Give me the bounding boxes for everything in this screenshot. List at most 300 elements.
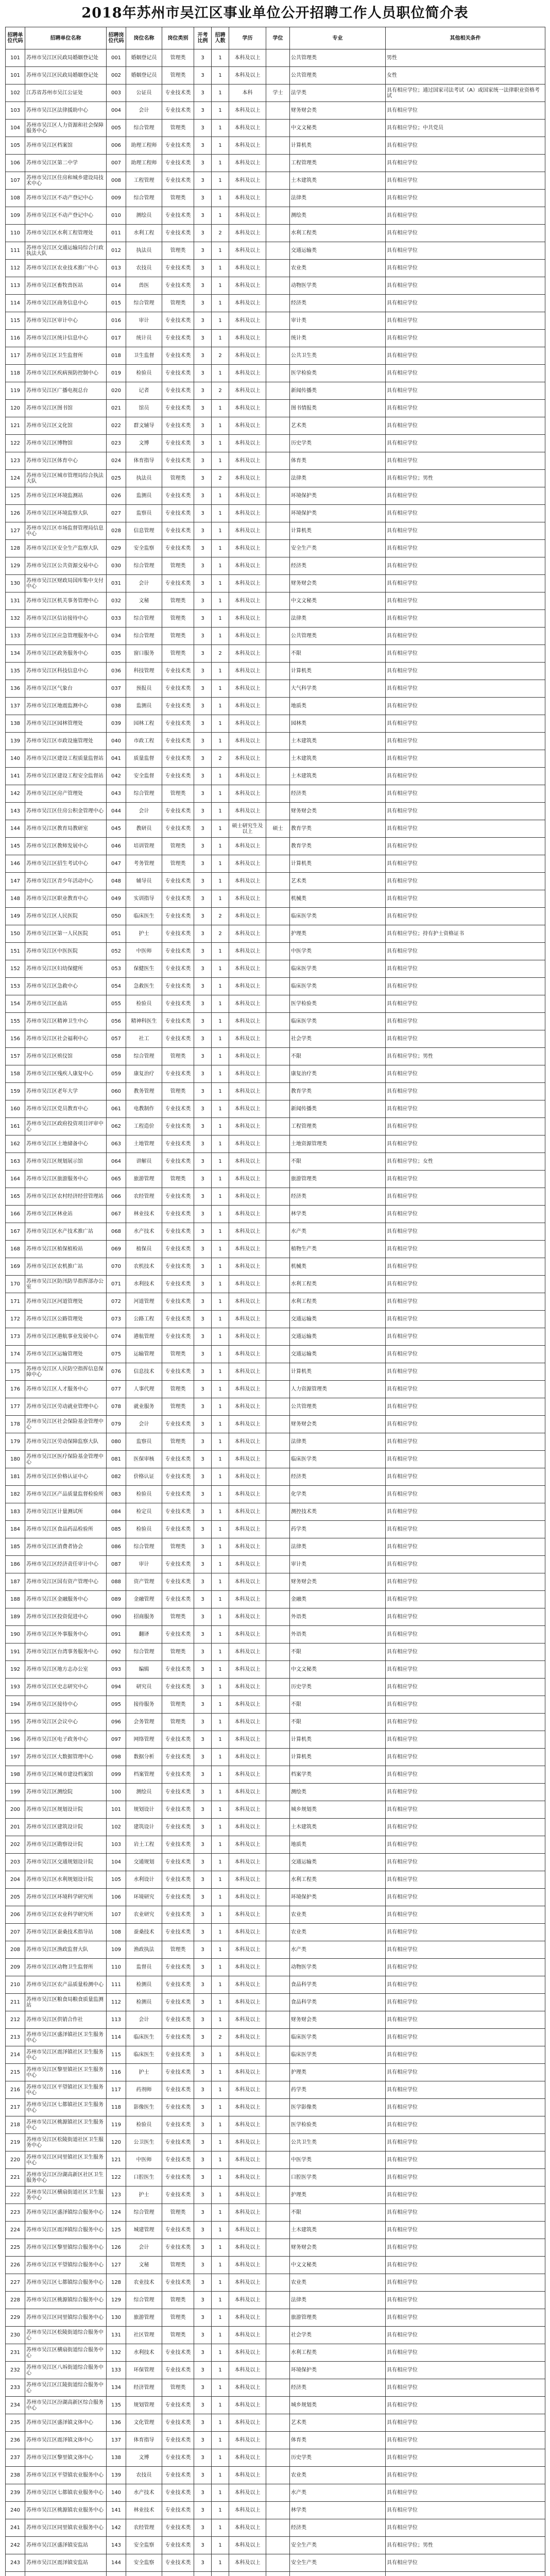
table-cell: 苏州市吴江区史志研究中心 [25,1679,107,1696]
table-row [6,1241,545,1258]
table-cell: 检验员 [126,365,162,382]
table-row [6,1941,545,1959]
table-cell: 就业服务 [126,1398,162,1416]
table-cell: 本科及以上 [229,400,266,417]
table-cell: 工程管理 [126,172,162,190]
table-cell: 专业技术类 [162,995,194,1013]
table-row [6,1591,545,1608]
table-cell: 安全监察 [126,540,162,557]
table-cell: 管理类 [162,1346,194,1363]
table-cell: 执法员 [126,470,162,487]
table-cell: 本科及以上 [229,1573,266,1591]
table-cell: 081 [107,1451,126,1468]
table-cell [266,1293,290,1311]
table-cell: 法学类 [290,84,386,102]
table-cell: 3 [194,2292,212,2309]
table-cell: 141 [107,2502,126,2519]
table-row [6,1731,545,1749]
table-cell: 3 [194,2011,212,2029]
table-cell: 图书情报类 [290,400,386,417]
table-cell: 苏州市吴江区桃源镇农业服务中心 [25,2502,107,2519]
table-cell: 园林工程 [126,715,162,733]
table-cell: 具有相应学位 [386,1258,545,1276]
table-cell: 管理类 [162,1398,194,1416]
table-cell: 综合管理 [126,610,162,628]
table-cell: 3 [194,1276,212,1293]
table-cell: 专业技术类 [162,84,194,102]
table-cell: 中医师 [126,2151,162,2169]
table-cell: 专业技术类 [162,768,194,785]
table-cell: 3 [194,1626,212,1643]
table-cell: 苏州市吴江区桃源镇社区卫生服务中心 [25,2116,107,2134]
table-cell: 1 [212,1381,229,1398]
table-cell: 199 [6,1784,25,1801]
table-cell [266,838,290,855]
table-cell: 中文文秘类 [290,592,386,610]
table-cell: 艺术类 [290,417,386,435]
table-cell: 金融管理 [126,1591,162,1608]
table-cell [266,1871,290,1889]
table-cell: 1 [212,1416,229,1433]
table-cell: 网络管理 [126,1731,162,1749]
table-cell: 3 [194,785,212,803]
table-cell: 专业技术类 [162,908,194,925]
table-cell: 3 [194,2449,212,2467]
table-cell: 专业技术类 [162,2449,194,2467]
table-cell: 农技员 [126,2467,162,2484]
table-cell: 经济类 [290,785,386,803]
table-cell [266,908,290,925]
table-cell: 药剂师 [126,2081,162,2099]
table-row [6,575,545,592]
table-cell: 本科及以上 [229,487,266,505]
table-cell: 计算机类 [290,522,386,540]
table-cell: 苏州市吴江区统计信息中心 [25,330,107,347]
table-cell: 公共管理类 [290,628,386,645]
table-cell: 107 [107,1906,126,1924]
header-cell: 学历 [229,27,266,49]
table-cell: 198 [6,1766,25,1784]
table-cell: 苏州市吴江区规划展示馆 [25,1153,107,1171]
table-cell: 1 [212,242,229,260]
table-cell: 具有相应学位 [386,155,545,172]
table-cell: 讲解员 [126,1153,162,1171]
table-cell: 157 [6,1048,25,1065]
table-cell: 招商服务 [126,1608,162,1626]
table-cell: 苏州市吴江区黎里镇综合服务中心 [25,2239,107,2257]
table-cell: 3 [194,1696,212,1714]
table-cell [6,2572,25,2576]
table-cell [266,803,290,820]
table-cell: 环境保护类 [290,505,386,522]
table-cell: 测绘员 [126,1784,162,1801]
table-cell: 历史学类 [290,2449,386,2467]
table-cell: 综合管理 [126,1538,162,1556]
table-cell: 129 [6,557,25,575]
table-cell: 1 [212,1083,229,1100]
table-cell [266,1030,290,1048]
table-cell [266,1276,290,1293]
table-cell: 本科及以上 [229,2362,266,2379]
table-row [6,1503,545,1521]
table-cell [266,1976,290,1994]
table-cell: 3 [194,2397,212,2414]
table-cell: 1 [212,417,229,435]
table-cell: 具有相应学位 [386,575,545,592]
table-cell [126,2572,162,2576]
table-cell: 225 [6,2239,25,2257]
table-cell: 专业技术类 [162,2046,194,2064]
table-cell: 具有相应学位 [386,1924,545,1941]
table-cell: 综合管理 [126,1048,162,1065]
table-cell: 3 [194,2309,212,2327]
table-cell: 209 [6,1959,25,1976]
table-cell [266,1048,290,1065]
table-cell: 065 [107,1171,126,1188]
table-cell: 118 [6,365,25,382]
table-cell: 3 [194,2099,212,2116]
table-cell [266,242,290,260]
table-cell [266,487,290,505]
table-cell: 1 [212,1030,229,1048]
table-cell: 管理类 [162,190,194,207]
table-cell: 专业技术类 [162,1241,194,1258]
table-row [6,242,545,260]
table-cell: 水利工程类 [290,1871,386,1889]
table-cell: 224 [6,2222,25,2239]
table-cell: 苏州市吴江区体育中心 [25,452,107,470]
table-cell [266,575,290,592]
table-cell [266,225,290,242]
table-cell: 管理类 [162,295,194,312]
table-cell: 1 [212,785,229,803]
table-row [6,1661,545,1679]
table-cell: 水利设计 [126,1871,162,1889]
table-cell [266,260,290,277]
table-cell: 苏州市吴江区应急管理服务中心 [25,628,107,645]
table-cell [266,67,290,84]
table-cell [266,1311,290,1328]
table-cell: 079 [107,1416,126,1433]
table-row [6,295,545,312]
table-cell: 苏州市吴江区农村经济经营管理站 [25,1188,107,1206]
table-cell: 管理类 [162,628,194,645]
table-cell: 本科及以上 [229,2134,266,2151]
table-cell: 学士 [266,84,290,102]
table-cell: 水产类 [290,1941,386,1959]
table-cell: 专业技术类 [162,1363,194,1381]
table-row [6,1118,545,1136]
table-cell: 苏州市吴江区劳动就业管理中心 [25,1398,107,1416]
table-cell: 029 [107,540,126,557]
table-cell: 3 [194,487,212,505]
table-cell: 水产技术 [126,1223,162,1241]
table-cell: 213 [6,2029,25,2046]
table-cell: 019 [107,365,126,382]
table-cell: 实训指导 [126,890,162,908]
table-cell [266,155,290,172]
table-row [6,2116,545,2134]
table-cell: 009 [107,190,126,207]
table-cell: 1 [212,1731,229,1749]
table-cell: 3 [194,1643,212,1661]
table-cell: 1 [212,1854,229,1871]
table-row [6,1451,545,1468]
table-cell: 3 [194,1013,212,1030]
table-cell [266,2484,290,2502]
table-cell [266,960,290,978]
table-cell: 068 [107,1223,126,1241]
table-cell: 窗口服务 [126,645,162,663]
table-cell: 1 [212,487,229,505]
header-cell: 开考比例 [194,27,212,49]
table-cell: 硕士 [266,820,290,838]
table-cell: 本科及以上 [229,190,266,207]
table-cell: 监测员 [126,487,162,505]
table-body [6,49,545,2576]
table-cell: 070 [107,1258,126,1276]
table-cell: 综合管理 [126,295,162,312]
table-cell: 苏州市吴江区环境监测站 [25,487,107,505]
table-cell: 138 [107,2449,126,2467]
table-cell: 苏州市吴江区供销合作社 [25,2011,107,2029]
table-cell: 专业技术类 [162,1206,194,1223]
table-cell [266,277,290,295]
table-cell: 本科及以上 [229,1048,266,1065]
table-cell: 综合管理 [126,120,162,137]
table-cell: 水利工程类 [290,225,386,242]
table-cell: 021 [107,400,126,417]
table-cell: 苏州市吴江区产品质量监督检验所 [25,1486,107,1503]
table-cell: 3 [194,382,212,400]
table-cell: 076 [107,1363,126,1381]
table-cell: 3 [194,960,212,978]
table-cell: 具有相应学位 [386,365,545,382]
table-cell: 考务管理 [126,855,162,873]
table-cell: 具有相应学位 [386,1293,545,1311]
table-cell: 051 [107,925,126,943]
table-cell: 具有相应学位 [386,1836,545,1854]
table-cell [266,2187,290,2204]
table-cell: 179 [6,1433,25,1451]
table-cell: 不限 [290,2204,386,2222]
table-cell: 3 [194,943,212,960]
table-cell: 旅游管理 [126,1171,162,1188]
table-cell: 专业技术类 [162,172,194,190]
table-cell: 3 [194,803,212,820]
table-cell: 本科及以上 [229,2327,266,2344]
table-cell: 060 [107,1083,126,1100]
table-cell: 196 [6,1731,25,1749]
table-cell [266,2397,290,2414]
table-cell: 181 [6,1468,25,1486]
table-cell: 专业技术类 [162,1293,194,1311]
table-cell: 1 [212,2502,229,2519]
table-cell: 具有相应学位 [386,1223,545,1241]
table-cell: 017 [107,330,126,347]
table-cell: 农业类 [290,260,386,277]
table-cell: 1 [212,1363,229,1381]
table-cell: 216 [6,2081,25,2099]
table-cell [266,2099,290,2116]
table-row [6,1766,545,1784]
table-cell: 226 [6,2257,25,2274]
table-row [6,1433,545,1451]
table-row [6,487,545,505]
table-cell: 具有相应学位 [386,1749,545,1766]
table-cell: 本科及以上 [229,1679,266,1696]
table-cell: 不限 [290,1048,386,1065]
table-cell: 农业研究 [126,1906,162,1924]
table-cell: 023 [107,435,126,452]
table-cell: 苏州市吴江区水利规划设计院 [25,1871,107,1889]
table-cell: 3 [194,1976,212,1994]
table-cell: 土木建筑类 [290,1819,386,1836]
table-cell: 3 [194,1311,212,1328]
table-cell: 185 [6,1538,25,1556]
table-cell: 综合管理 [126,2292,162,2309]
table-cell [290,2572,386,2576]
table-cell: 050 [107,908,126,925]
table-cell: 苏州市吴江区政府投资项目评审中心 [25,1118,107,1136]
table-cell: 外语类 [290,1626,386,1643]
table-cell: 本科及以上 [229,1556,266,1573]
table-cell: 审计 [126,1556,162,1573]
table-cell: 管理类 [162,49,194,67]
table-cell: 渔政执法 [126,1941,162,1959]
table-cell: 本科及以上 [229,2046,266,2064]
table-cell: 040 [107,733,126,750]
table-cell: 女性 [386,67,545,84]
table-cell [266,1118,290,1136]
table-cell: 卫生监督 [126,347,162,365]
table-cell: 苏州市吴江区不动产登记中心 [25,190,107,207]
table-cell: 128 [107,2274,126,2292]
table-cell: 外语类 [290,1608,386,1626]
table-cell: 本科及以上 [229,2274,266,2292]
table-cell [266,172,290,190]
table-row [6,2064,545,2081]
table-row [6,890,545,908]
table-row [6,2467,545,2484]
table-row [6,2327,545,2344]
table-cell [266,452,290,470]
table-cell: 具有相应学位 [386,1468,545,1486]
table-cell: 1 [212,2116,229,2134]
table-cell [266,1661,290,1679]
table-cell [266,1801,290,1819]
table-cell: 管理类 [162,1714,194,1731]
table-cell: 144 [6,820,25,838]
table-cell: 金融类 [290,1591,386,1608]
table-cell: 187 [6,1573,25,1591]
table-cell: 具有相应学位 [386,1013,545,1030]
table-cell: 专业技术类 [162,155,194,172]
table-cell: 200 [6,1801,25,1819]
table-cell: 医学检验类 [290,2116,386,2134]
table-cell: 3 [194,2537,212,2554]
table-cell: 本科及以上 [229,1398,266,1416]
table-cell: 档案学类 [290,1766,386,1784]
table-cell: 工程管理类 [290,155,386,172]
table-cell: 专业技术类 [162,2502,194,2519]
table-cell: 205 [6,1889,25,1906]
table-cell: 095 [107,1696,126,1714]
table-cell: 3 [194,1503,212,1521]
table-cell [266,2519,290,2537]
table-cell: 206 [6,1906,25,1924]
table-cell: 1 [212,2362,229,2379]
table-cell: 3 [194,540,212,557]
table-cell: 具有相应学位；通过国家司法考试（A）或国家统一法律职业资格考试 [386,84,545,102]
table-cell: 具有相应学位 [386,2344,545,2362]
table-cell: 083 [107,1486,126,1503]
table-cell: 苏州市吴江区老年大学 [25,1083,107,1100]
table-cell: 1 [212,1398,229,1416]
table-cell: 历史学类 [290,1679,386,1696]
table-cell: 专业技术类 [162,1749,194,1766]
table-cell: 专业技术类 [162,715,194,733]
table-cell: 3 [194,1416,212,1433]
table-cell: 本科及以上 [229,1503,266,1521]
table-cell: 中医师 [126,943,162,960]
table-cell: 财务财会类 [290,2011,386,2029]
table-cell: 175 [6,1363,25,1381]
table-cell: 228 [6,2292,25,2309]
table-cell: 229 [6,2309,25,2327]
table-cell: 054 [107,978,126,995]
table-cell: 1 [212,575,229,592]
table-cell: 康复治疗 [126,1065,162,1083]
table-cell: 专业技术类 [162,733,194,750]
table-cell: 101 [6,49,25,67]
table-row [6,2239,545,2257]
table-cell: 专业技术类 [162,960,194,978]
table-cell [266,1854,290,1871]
table-cell: 1 [212,1118,229,1136]
table-cell: 综合管理 [126,1643,162,1661]
table-cell: 苏州市吴江区七都镇农业服务中心 [25,2484,107,2502]
table-cell: 152 [6,960,25,978]
table-cell: 1 [212,2011,229,2029]
table-cell: 082 [107,1468,126,1486]
table-cell [266,1241,290,1258]
table-row [6,190,545,207]
table-cell: 123 [107,2187,126,2204]
table-cell: 苏州市吴江区勘察设计院 [25,1836,107,1854]
table-cell [266,1171,290,1188]
table-cell: 苏州市吴江区财政局国库集中支付中心 [25,575,107,592]
table-cell: 119 [6,382,25,400]
table-cell: 3 [194,1924,212,1941]
table-cell: 具有相应学位 [386,2046,545,2064]
table-cell: 苏州市吴江区植保植检站 [25,1241,107,1258]
table-cell: 管理类 [162,557,194,575]
table-cell: 检测员 [126,1976,162,1994]
table-cell: 专业技术类 [162,1118,194,1136]
table-cell: 具有相应学位 [386,2064,545,2081]
table-cell: 苏州市吴江区粮食局粮食质量监测站 [25,1994,107,2011]
table-cell: 苏州市吴江区国有资产管理中心 [25,1573,107,1591]
table-cell: 212 [6,2011,25,2029]
table-cell: 1 [212,505,229,522]
table-cell: 专业技术类 [162,1188,194,1206]
table-cell: 本科及以上 [229,2064,266,2081]
table-cell: 138 [6,715,25,733]
table-row [6,2344,545,2362]
table-cell: 专业技术类 [162,2414,194,2432]
table-cell: 120 [6,400,25,417]
